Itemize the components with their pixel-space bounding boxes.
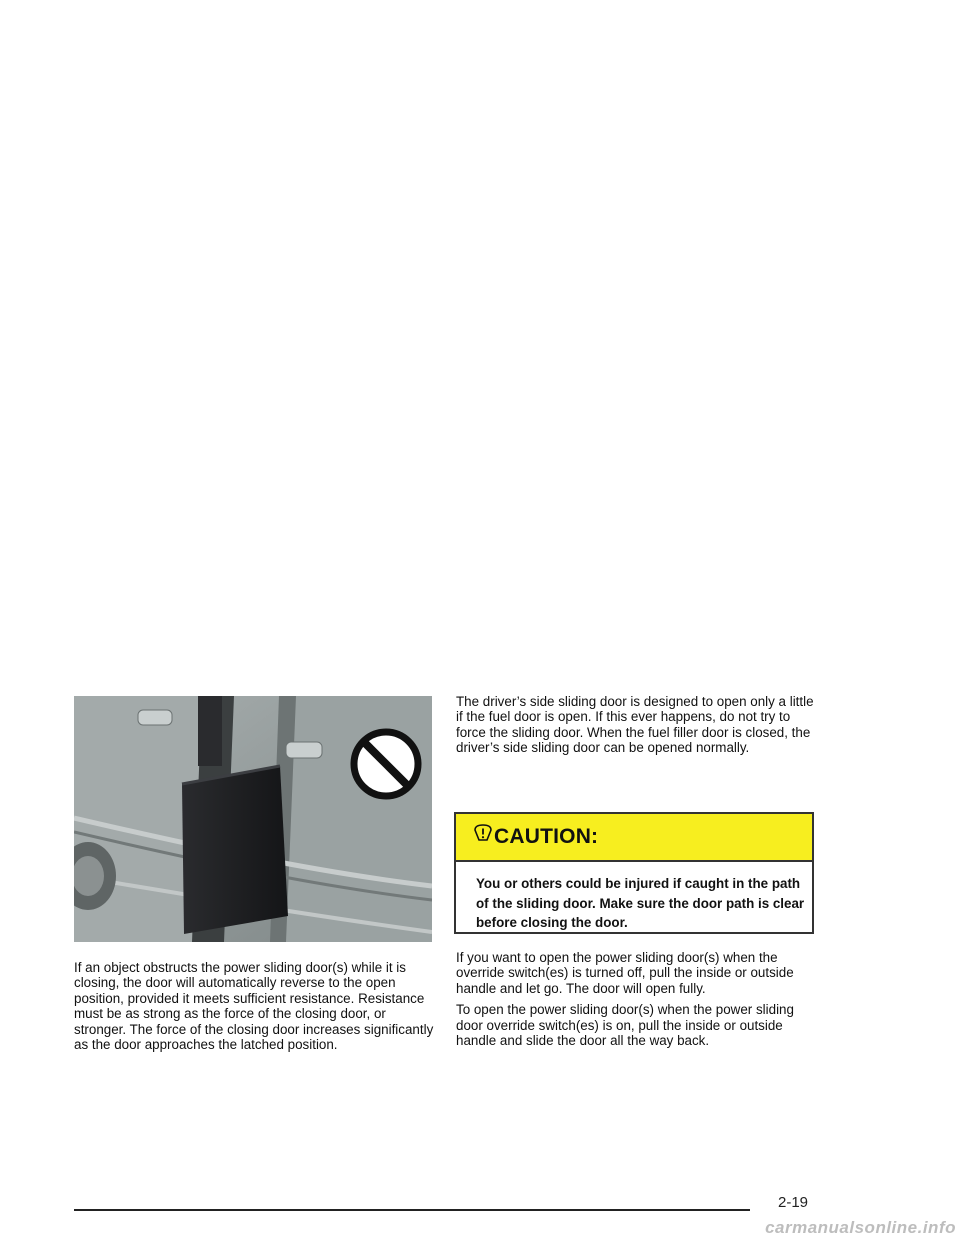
right-column-bottom (456, 950, 818, 1048)
caution-body: You or others could be injured if caught in the path of the sliding door. Make sure the door path is clear before closing the door. (476, 876, 805, 930)
watermark: carmanualsonline.info (765, 1218, 956, 1237)
caution-box (454, 812, 814, 934)
left-column (74, 960, 436, 1052)
obstruction-paragraph: If an object obstructs the power sliding door(s) while it is closing, the door will automatically reverse to the open position, provided it meets sufficient resistance. Resistance must be as strong as the force of the closing door, or stronger. The force of the closing door increases significantly as the door approaches the latched position. (74, 960, 434, 1053)
sliding-door-obstruction-photo (74, 696, 432, 942)
fuel-door-paragraph: The driver’s side sliding door is designed to open only a little if the fuel door is open. If this ever happens, do not try to force the sliding door. When the fuel filler door is closed, the driver’s side sliding door can be opened normally. (456, 694, 814, 756)
caution-title: CAUTION: (494, 825, 599, 848)
override-on-paragraph: To open the power sliding door(s) when the power sliding door override switch(es) is on, pull the inside or outside handle and slide the door all the way back. (456, 1002, 794, 1049)
warning-icon (472, 822, 494, 844)
footer-rule (74, 1209, 750, 1211)
right-column-top (456, 694, 818, 756)
page-number: 2-19 (778, 1194, 809, 1211)
override-off-paragraph: If you want to open the power sliding door(s) when the override switch(es) is turned off, pull the inside or outside handle and let go. The door will open fully. (456, 950, 794, 996)
prohibited-icon (354, 732, 418, 796)
caution-header (456, 814, 812, 862)
photo-illustration (74, 696, 432, 942)
